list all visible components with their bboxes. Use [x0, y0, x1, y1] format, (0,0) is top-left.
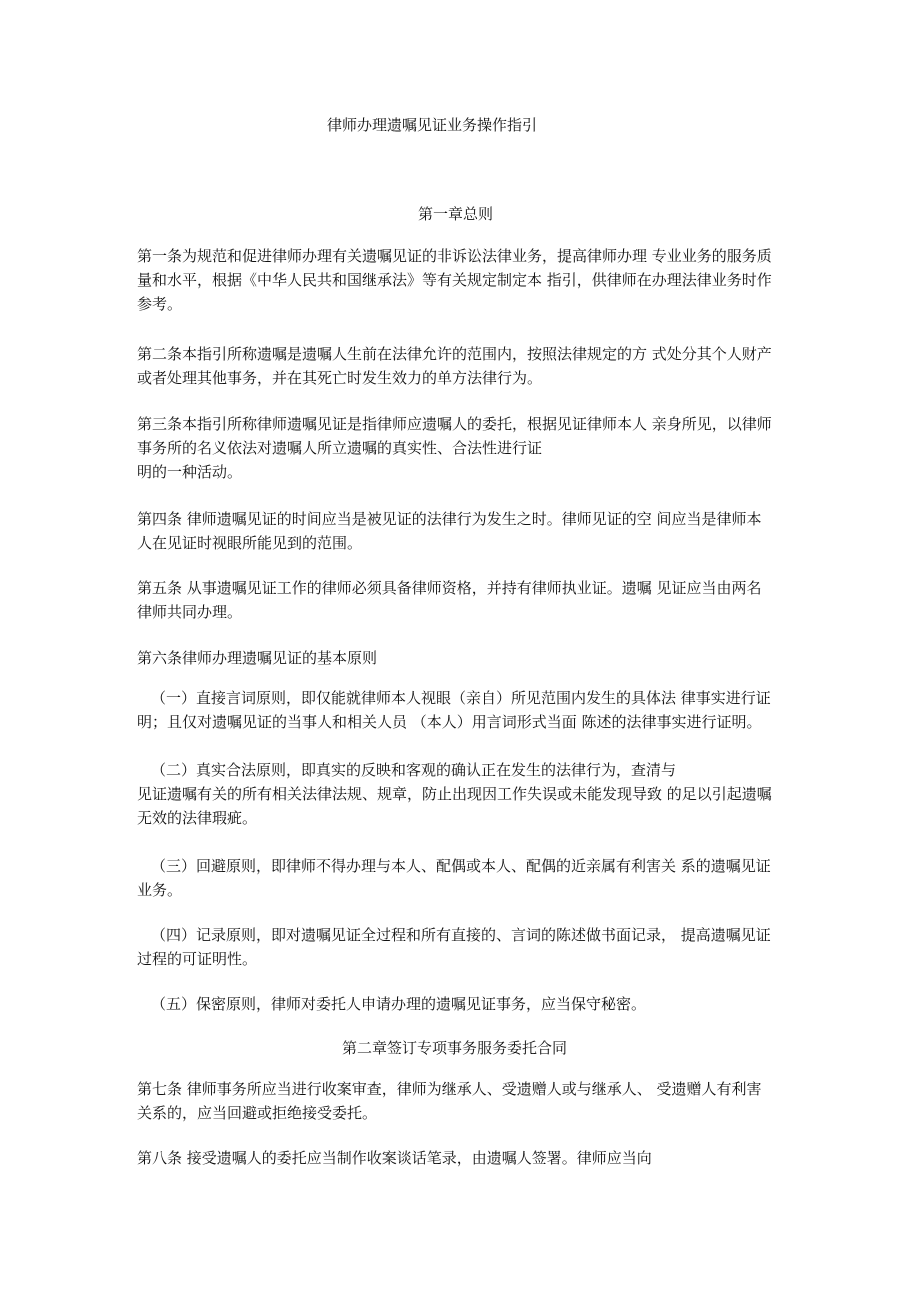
- article-5: [137, 576, 782, 624]
- text-line: 第三条本指引所称律师遗嘱见证是指律师应遗嘱人的委托，根据见证律师本人 亲身所见，以律师: [137, 415, 772, 433]
- document-title: 律师办理遗嘱见证业务操作指引: [327, 116, 538, 134]
- text-line: 业务。: [137, 881, 183, 899]
- article-4: [137, 507, 782, 555]
- text-line: 第一条为规范和促进律师办理有关遗嘱见证的非诉讼法律业务，提高律师办理 专业业务的服务质: [137, 247, 772, 265]
- principle-3: [137, 854, 782, 902]
- text-line: 见证遗嘱有关的所有相关法律法规、规章，防止出现因工作失误或未能发现导致 的足以引起遗嘱: [137, 785, 772, 803]
- article-7: [137, 1077, 782, 1125]
- text-line: （二）真实合法原则，即真实的反映和客观的确认正在发生的法律行为，查清与: [151, 761, 677, 779]
- text-line: 或者处理其他事务，并在其死亡时发生效力的单方法律行为。: [137, 369, 543, 387]
- text-line: 量和水平，根据《中华人民共和国继承法》等有关规定制定本 指引，供律师在办理法律业务时作: [137, 271, 772, 289]
- principle-4: [137, 923, 782, 971]
- text-line: 第二条本指引所称遗嘱是遗嘱人生前在法律允许的范围内，按照法律规定的方 式处分其个人财产: [137, 345, 772, 363]
- text-line: 第四条 律师遗嘱见证的时间应当是被见证的法律行为发生之时。律师见证的空 间应当是律师本: [137, 510, 762, 528]
- text-line: 第七条 律师事务所应当进行收案审查，律师为继承人、受遗赠人或与继承人、 受遗赠人有利害: [137, 1080, 762, 1098]
- text-line: （一）直接言词原则，即仅能就律师本人视眼（亲自）所见范围内发生的具体法 律事实进行证: [151, 689, 771, 707]
- article-2: [137, 342, 782, 390]
- article-3: [137, 412, 782, 484]
- principle-2: [137, 758, 782, 830]
- text-line: 明的一种活动。: [137, 463, 243, 481]
- text-line: 明；且仅对遗嘱见证的当事人和相关人员 （本人）用言词形式当面 陈述的法律事实进行证明。: [137, 713, 762, 731]
- text-line: 第八条 接受遗嘱人的委托应当制作收案谈话笔录，由遗嘱人签署。律师应当向: [137, 1149, 652, 1167]
- text-line: 无效的法律瑕疵。: [137, 809, 258, 827]
- article-8: [137, 1146, 782, 1170]
- article-1: [137, 244, 782, 316]
- text-line: 第六条律师办理遗嘱见证的基本原则: [137, 649, 378, 667]
- chapter-heading-1: 第一章总则: [418, 205, 494, 223]
- text-line: 过程的可证明性。: [137, 950, 258, 968]
- text-line: （四）记录原则，即对遗嘱见证全过程和所有直接的、言词的陈述做书面记录， 提高遗嘱见证: [151, 926, 771, 944]
- text-line: （五）保密原则，律师对委托人申请办理的遗嘱见证事务，应当保守秘密。: [151, 995, 647, 1013]
- text-line: 第五条 从事遗嘱见证工作的律师必须具备律师资格，并持有律师执业证。遗嘱 见证应当由两名: [137, 579, 762, 597]
- text-line: 关系的，应当回避或拒绝接受委托。: [137, 1104, 378, 1122]
- principle-1: [137, 686, 782, 734]
- text-line: 事务所的名义依法对遗嘱人所立遗嘱的真实性、合法性进行证: [137, 439, 543, 457]
- principle-5: [137, 992, 782, 1016]
- text-line: 律师共同办理。: [137, 603, 243, 621]
- chapter-heading-2: 第二章签订专项事务服务委托合同: [342, 1039, 568, 1057]
- text-line: （三）回避原则，即律师不得办理与本人、配偶或本人、配偶的近亲属有利害关 系的遗嘱见证: [151, 857, 771, 875]
- text-line: 人在见证时视眼所能见到的范围。: [137, 534, 363, 552]
- article-6: [137, 646, 782, 670]
- text-line: 参考。: [137, 295, 183, 313]
